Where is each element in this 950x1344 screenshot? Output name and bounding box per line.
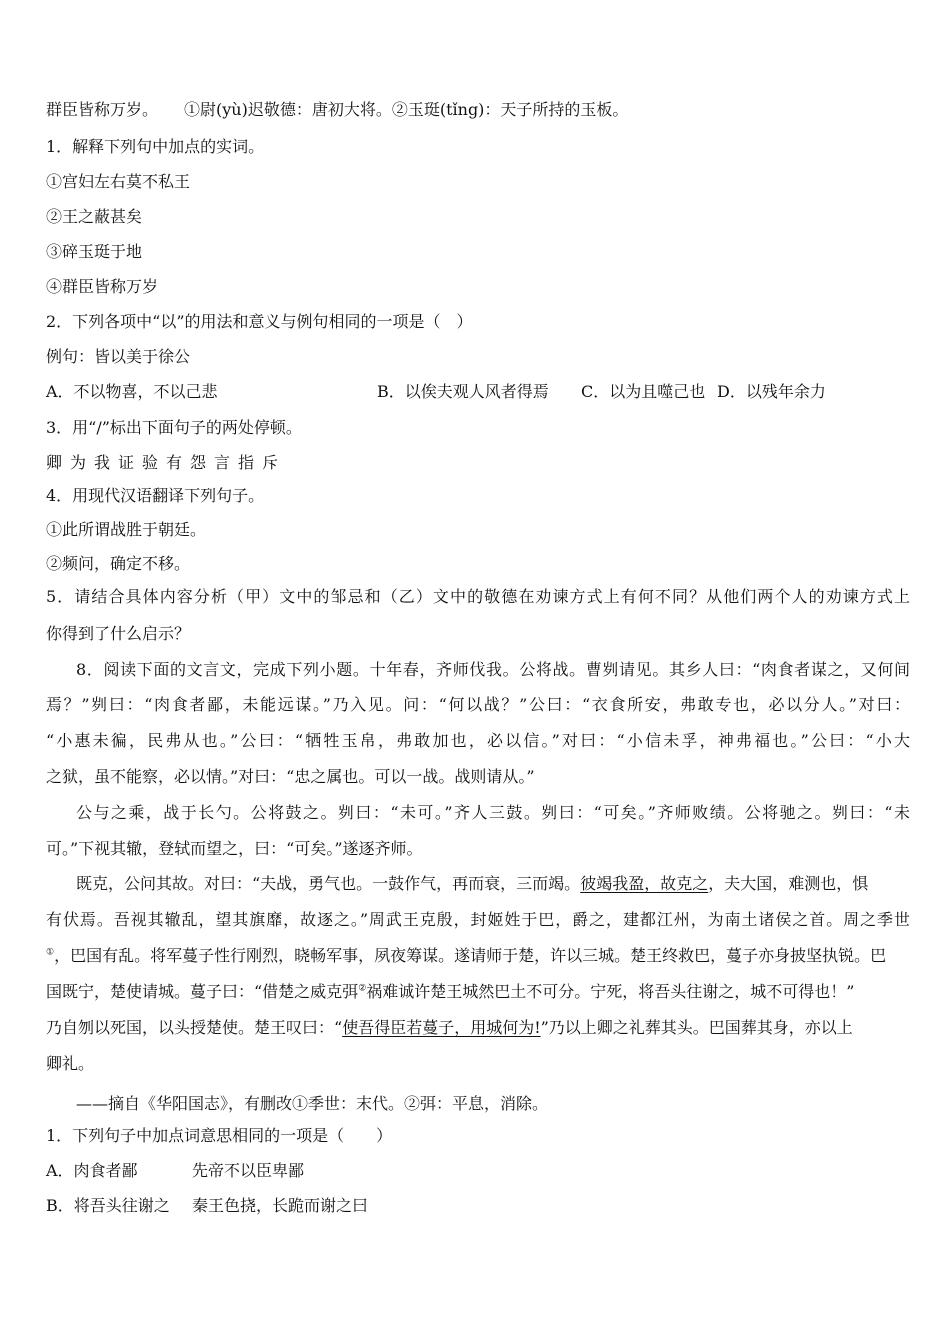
passage-source: ——摘自《华阳国志》，有删改①季世：末代。②弭：平息，消除。	[76, 1094, 549, 1113]
q1-stem: 1．解释下列句中加点的实词。	[46, 137, 265, 156]
subq1-option-a	[46, 1160, 910, 1182]
passage-p1-line-1: 8．阅读下面的文言文，完成下列小题。十年春，齐师伐我。公将战。曹刿请见。其乡人曰：“肉食者谋之，又何间	[76, 660, 910, 679]
passage-p3-line-6: 卿礼。	[46, 1054, 95, 1073]
passage-p2-line-2: 可。”下视其辙，登轼而望之，曰：“可矣。”遂逐齐师。	[46, 839, 423, 858]
subq1-option-b	[46, 1195, 910, 1217]
q4-item-1: ①此所谓战胜于朝廷。	[46, 520, 207, 539]
subq1-a-left: A．肉食者鄙	[46, 1161, 138, 1180]
subq1-a-right: 先帝不以臣卑鄙	[192, 1161, 305, 1180]
q5-line-2: 你得到了什么启示？	[46, 624, 191, 643]
q2-example: 例句：皆以美于徐公	[46, 347, 191, 366]
subq1-stem: 1．下列句子中加点词意思相同的一项是（ ）	[46, 1126, 393, 1145]
p3-l1-pre: 既克，公问其故。对曰：“夫战，勇气也。一鼓作气，再而衰，三而竭。	[76, 874, 581, 893]
q1-item-3: ③碎玉珽于地	[46, 242, 143, 261]
top-note-line	[46, 99, 910, 121]
q1-item-1: ①宫妇左右莫不私王	[46, 172, 191, 191]
p3-l5-pre: 乃自刎以死国，以头授楚使。楚王叹曰：“	[46, 1018, 343, 1037]
p3-l4-pre: 国既宁，楚使请城。蔓子曰：“借楚之威克弭	[46, 982, 359, 1001]
q1-item-4: ④群臣皆称万岁	[46, 277, 159, 296]
passage-p1-line-2: 焉？”刿曰：“肉食者鄙，未能远谋。”乃入见。问：“何以战？”公曰：“衣食所安，弗敢专也，必以分人。”对曰：	[46, 695, 910, 714]
footnote-mark-2: ②	[358, 983, 367, 994]
q2-option-d: D．以残年余力	[717, 382, 826, 401]
passage-p3-line-2: 有伏焉。吾视其辙乱，望其旗靡，故逐之。”周武王克殷，封姬姓于巴，爵之，建都江州，为南土诸侯之首。周之季世	[46, 910, 910, 929]
p3-l1-post: ，夫大国，难测也，惧	[708, 874, 869, 893]
q4-item-2: ②频问，确定不移。	[46, 554, 191, 573]
passage-p1-line-3: “小惠未徧，民弗从也。”公曰：“牺牲玉帛，弗敢加也，必以信。”对曰：“小信未孚，神弗福也。”公曰：“小大	[46, 731, 910, 750]
subq1-b-left: B．将吾头往谢之	[46, 1196, 170, 1215]
top-note-annotation: ①尉(yù)迟敬德：唐初大将。②玉珽(tǐng)：天子所持的玉板。	[184, 100, 629, 119]
q3-sentence: 卿为我证验有怨言指斥	[46, 453, 287, 472]
underlined-sentence-2: 使吾得臣若蔓子，用城何为!	[342, 1018, 541, 1037]
q2-option-b: B．以俟夫观人风者得焉	[377, 382, 549, 401]
passage-p3-line-3	[46, 945, 910, 967]
q4-stem: 4．用现代汉语翻译下列句子。	[46, 486, 265, 505]
q2-option-c: C．以为且噬己也	[581, 382, 706, 401]
passage-p2-line-1: 公与之乘，战于长勺。公将鼓之。刿曰：“未可。”齐人三鼓。刿曰：“可矣。”齐师败绩。公将驰之。刿曰：“未	[76, 803, 910, 822]
passage-p3-line-5	[46, 1017, 910, 1039]
footnote-mark-1: ①	[46, 947, 55, 958]
underlined-sentence-1: 彼竭我盈，故克之	[580, 874, 709, 893]
p3-l3-text: ，巴国有乱。将军蔓子性行刚烈，晓畅军事，夙夜筹谋。遂请师于楚，许以三城。楚王终救巴，蔓子亦身披坚执锐。巴	[54, 946, 887, 965]
passage-p3-line-1	[76, 873, 910, 895]
q2-option-a: A．不以物喜，不以己悲	[46, 382, 218, 401]
q2-stem: 2．下列各项中“以”的用法和意义与例句相同的一项是（ ）	[46, 312, 473, 331]
passage-p1-line-4: 之狱，虽不能察，必以情。”对曰：“忠之属也。可以一战。战则请从。”	[46, 767, 535, 786]
p3-l4-post: 祸难诚许楚王城然巴土不可分。宁死，将吾头往谢之，城不可得也！”	[366, 982, 855, 1001]
subq1-b-right: 秦王色挠，长跪而谢之曰	[192, 1196, 369, 1215]
passage-p3-line-4	[46, 981, 910, 1003]
p3-l5-post: ”乃以上卿之礼葬其头。巴国葬其身，亦以上	[540, 1018, 853, 1037]
q1-item-2: ②王之蔽甚矣	[46, 207, 143, 226]
q5-line-1: 5．请结合具体内容分析（甲）文中的邹忌和（乙）文中的敬德在劝谏方式上有何不同？从他们两个人的劝谏方式上	[46, 587, 910, 606]
q3-stem: 3．用“/”标出下面句子的两处停顿。	[46, 418, 302, 437]
top-note-lead: 群臣皆称万岁。	[46, 100, 159, 119]
